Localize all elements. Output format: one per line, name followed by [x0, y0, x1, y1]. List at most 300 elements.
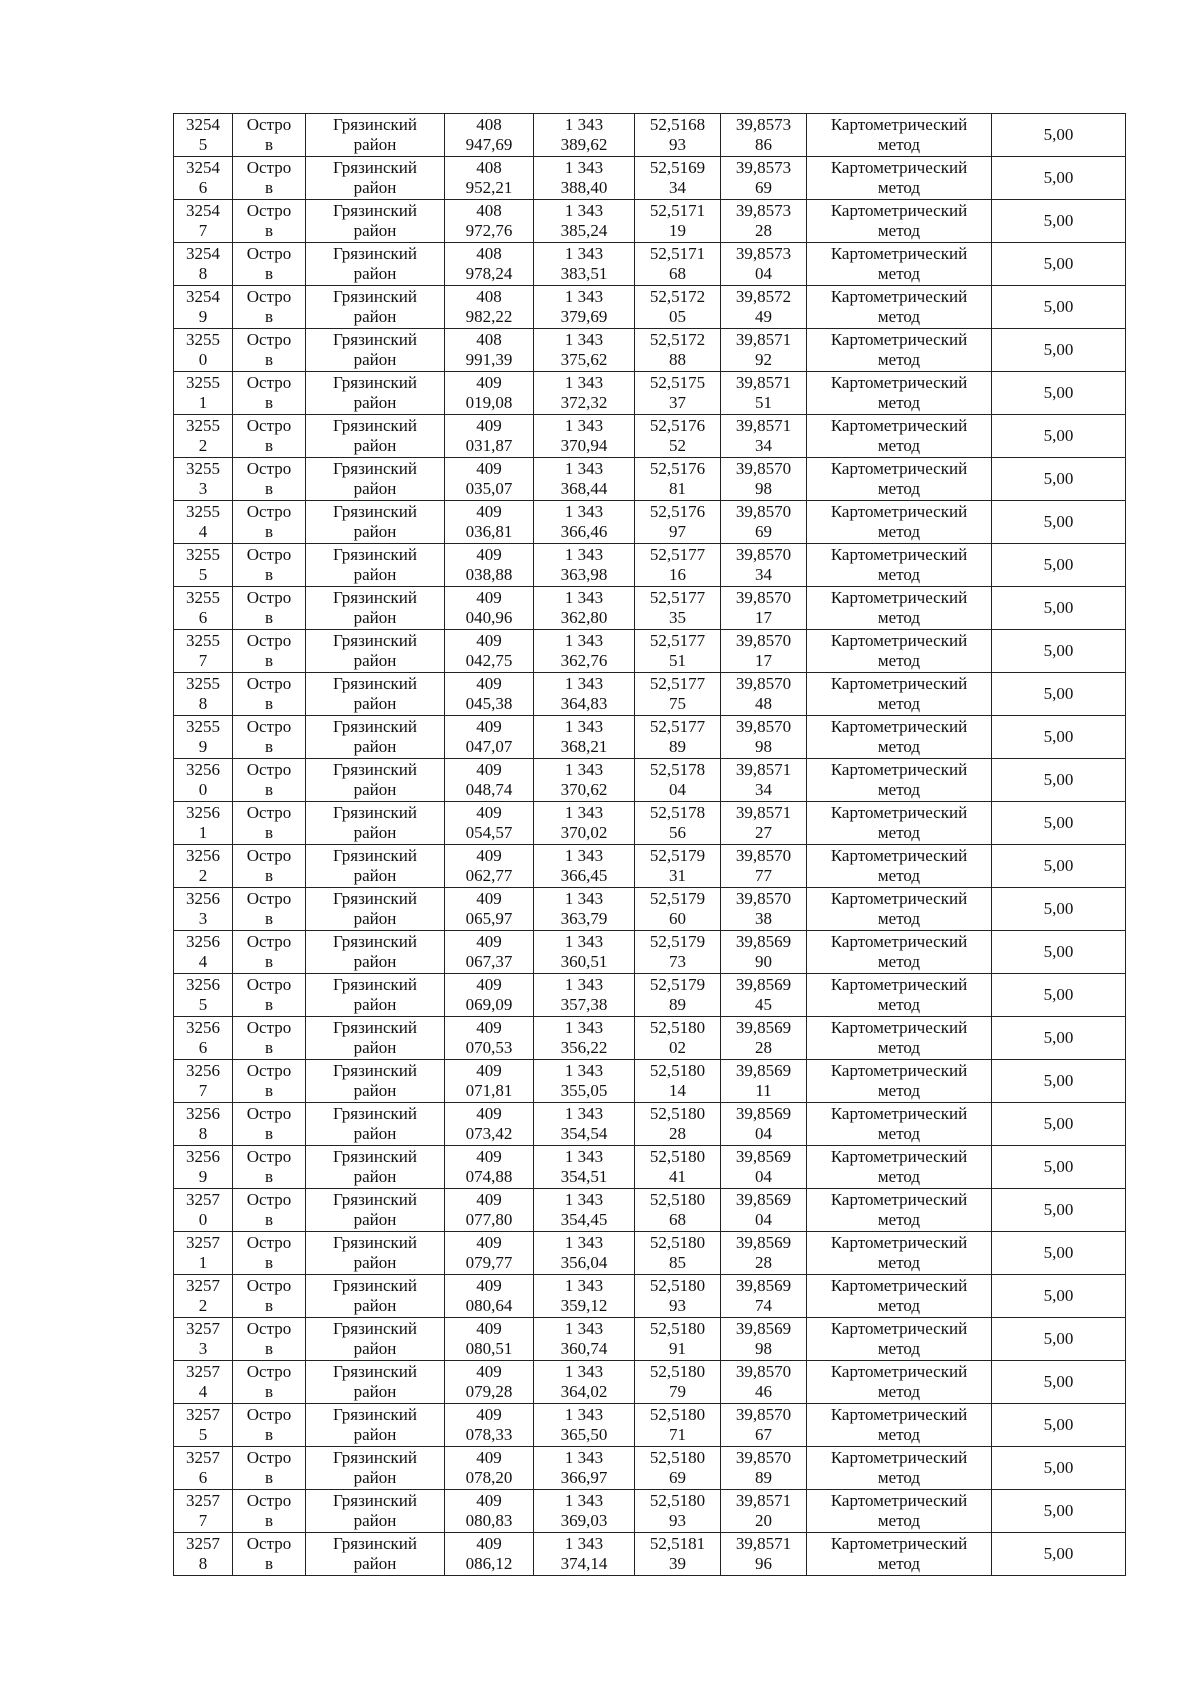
longitude-line-1: 39,8569: [735, 932, 792, 951]
object-line-2: в: [264, 350, 274, 369]
method-line-2: метод: [877, 952, 921, 971]
point-number-line-1: 3256: [186, 889, 220, 908]
longitude-line-2: 04: [755, 1124, 772, 1143]
x-coordinate-cell: [445, 1361, 534, 1404]
district-cell: [306, 974, 445, 1017]
object-line-2: в: [264, 780, 274, 799]
method-line-1: Картометрический: [830, 1018, 968, 1037]
method-line-1: Картометрический: [830, 1061, 968, 1080]
x-coordinate-cell: [445, 286, 534, 329]
point-number-line-1: 3255: [186, 545, 220, 564]
method-cell: [807, 673, 992, 716]
method-line-2: метод: [877, 436, 921, 455]
x-coordinate-cell: [445, 1404, 534, 1447]
longitude-line-2: 77: [755, 866, 772, 885]
longitude-line-1: 39,8573: [735, 158, 792, 177]
method-line-2: метод: [877, 307, 921, 326]
error-cell: 5,00: [992, 888, 1126, 931]
object-line-2: в: [264, 1468, 274, 1487]
method-line-1: Картометрический: [830, 201, 968, 220]
district-line-1: Грязинский: [333, 1405, 417, 1424]
longitude-line-2: 04: [755, 1167, 772, 1186]
longitude-line-2: 90: [755, 952, 772, 971]
y-coordinate-line-2: 362,80: [560, 608, 608, 627]
longitude-cell: [721, 157, 807, 200]
y-coordinate-cell: [534, 1103, 635, 1146]
point-number-line-1: 3254: [186, 115, 220, 134]
point-number-line-1: 3255: [186, 373, 220, 392]
x-coordinate-line-1: 409: [476, 1448, 502, 1467]
point-number-line-1: 3256: [186, 1104, 220, 1123]
object-cell: [233, 1232, 306, 1275]
longitude-line-2: 28: [755, 1038, 772, 1057]
method-line-1: Картометрический: [830, 1491, 968, 1510]
method-cell: [807, 888, 992, 931]
method-line-1: Картометрический: [830, 244, 968, 263]
y-coordinate-cell: [534, 931, 635, 974]
object-cell: [233, 1146, 306, 1189]
district-line-1: Грязинский: [333, 631, 417, 650]
y-coordinate-line-1: 1 343: [564, 588, 604, 607]
object-cell: [233, 1533, 306, 1576]
x-coordinate-cell: [445, 716, 534, 759]
y-coordinate-cell: [534, 415, 635, 458]
latitude-line-1: 52,5171: [649, 244, 706, 263]
latitude-line-1: 52,5177: [649, 631, 706, 650]
latitude-line-2: 04: [669, 780, 686, 799]
latitude-cell: [635, 1189, 721, 1232]
point-number-line-2: 6: [198, 178, 208, 197]
error-cell: 5,00: [992, 587, 1126, 630]
error-cell: 5,00: [992, 1017, 1126, 1060]
district-line-1: Грязинский: [333, 889, 417, 908]
point-number-cell: [174, 1404, 233, 1447]
method-line-2: метод: [877, 350, 921, 369]
point-number-line-1: 3255: [186, 330, 220, 349]
district-line-2: район: [353, 866, 397, 885]
x-coordinate-line-1: 409: [476, 1147, 502, 1166]
latitude-cell: [635, 888, 721, 931]
longitude-line-2: 98: [755, 1339, 772, 1358]
x-coordinate-line-2: 062,77: [465, 866, 513, 885]
x-coordinate-line-1: 408: [476, 287, 502, 306]
method-line-2: метод: [877, 1124, 921, 1143]
district-cell: [306, 888, 445, 931]
y-coordinate-cell: [534, 157, 635, 200]
method-cell: [807, 845, 992, 888]
object-line-2: в: [264, 178, 274, 197]
point-number-cell: [174, 1103, 233, 1146]
longitude-cell: [721, 1533, 807, 1576]
x-coordinate-line-2: 073,42: [465, 1124, 513, 1143]
method-line-2: метод: [877, 479, 921, 498]
error-cell: 5,00: [992, 1060, 1126, 1103]
latitude-line-1: 52,5176: [649, 416, 706, 435]
x-coordinate-line-1: 409: [476, 1104, 502, 1123]
x-coordinate-line-2: 045,38: [465, 694, 513, 713]
y-coordinate-line-1: 1 343: [564, 459, 604, 478]
method-line-1: Картометрический: [830, 631, 968, 650]
y-coordinate-line-2: 354,45: [560, 1210, 608, 1229]
latitude-line-2: 35: [669, 608, 686, 627]
point-number-line-2: 7: [198, 1511, 208, 1530]
error-cell: 5,00: [992, 200, 1126, 243]
point-number-cell: [174, 1017, 233, 1060]
table-row: [174, 630, 1126, 673]
y-coordinate-cell: [534, 587, 635, 630]
point-number-line-1: 3254: [186, 287, 220, 306]
district-cell: [306, 716, 445, 759]
y-coordinate-line-2: 354,51: [560, 1167, 608, 1186]
point-number-line-1: 3257: [186, 1233, 220, 1252]
point-number-line-2: 5: [198, 565, 208, 584]
latitude-line-2: 34: [669, 178, 686, 197]
district-line-1: Грязинский: [333, 932, 417, 951]
method-line-2: метод: [877, 909, 921, 928]
longitude-cell: [721, 759, 807, 802]
latitude-line-2: 81: [669, 479, 686, 498]
point-number-cell: [174, 888, 233, 931]
latitude-line-2: 56: [669, 823, 686, 842]
point-number-cell: [174, 200, 233, 243]
x-coordinate-line-2: 080,83: [465, 1511, 513, 1530]
longitude-line-1: 39,8571: [735, 1534, 792, 1553]
table-row: [174, 716, 1126, 759]
longitude-line-2: 48: [755, 694, 772, 713]
table-row: [174, 286, 1126, 329]
x-coordinate-line-1: 409: [476, 588, 502, 607]
x-coordinate-line-1: 409: [476, 1319, 502, 1338]
x-coordinate-line-1: 409: [476, 803, 502, 822]
table-row: [174, 1146, 1126, 1189]
district-line-2: район: [353, 995, 397, 1014]
district-line-2: район: [353, 952, 397, 971]
x-coordinate-cell: [445, 1189, 534, 1232]
point-number-line-1: 3254: [186, 201, 220, 220]
table-row: [174, 587, 1126, 630]
table-row: [174, 1060, 1126, 1103]
point-number-line-1: 3254: [186, 244, 220, 263]
district-cell: [306, 1275, 445, 1318]
object-cell: [233, 1404, 306, 1447]
x-coordinate-line-1: 409: [476, 1233, 502, 1252]
y-coordinate-cell: [534, 673, 635, 716]
y-coordinate-line-2: 364,02: [560, 1382, 608, 1401]
x-coordinate-line-2: 054,57: [465, 823, 513, 842]
district-line-1: Грязинский: [333, 1491, 417, 1510]
object-line-1: Остро: [246, 975, 292, 994]
district-line-1: Грязинский: [333, 717, 417, 736]
x-coordinate-line-1: 409: [476, 1405, 502, 1424]
latitude-line-1: 52,5177: [649, 674, 706, 693]
point-number-line-1: 3257: [186, 1362, 220, 1381]
table-row: [174, 1490, 1126, 1533]
district-line-2: район: [353, 264, 397, 283]
object-cell: [233, 1017, 306, 1060]
y-coordinate-cell: [534, 1404, 635, 1447]
latitude-line-1: 52,5176: [649, 502, 706, 521]
y-coordinate-line-1: 1 343: [564, 1491, 604, 1510]
district-cell: [306, 329, 445, 372]
point-number-line-2: 4: [198, 952, 208, 971]
longitude-line-2: 34: [755, 780, 772, 799]
latitude-cell: [635, 329, 721, 372]
y-coordinate-line-2: 389,62: [560, 135, 608, 154]
method-line-2: метод: [877, 1554, 921, 1573]
longitude-cell: [721, 415, 807, 458]
error-cell: 5,00: [992, 243, 1126, 286]
point-number-line-2: 3: [198, 909, 208, 928]
object-line-2: в: [264, 1296, 274, 1315]
district-line-2: район: [353, 1339, 397, 1358]
object-line-1: Остро: [246, 803, 292, 822]
longitude-line-1: 39,8571: [735, 760, 792, 779]
district-line-1: Грязинский: [333, 502, 417, 521]
x-coordinate-cell: [445, 630, 534, 673]
latitude-cell: [635, 114, 721, 157]
object-line-1: Остро: [246, 330, 292, 349]
point-number-line-2: 2: [198, 866, 208, 885]
x-coordinate-line-1: 409: [476, 1061, 502, 1080]
district-cell: [306, 1017, 445, 1060]
object-line-1: Остро: [246, 1448, 292, 1467]
latitude-cell: [635, 802, 721, 845]
object-line-1: Остро: [246, 631, 292, 650]
object-line-2: в: [264, 1511, 274, 1530]
latitude-cell: [635, 931, 721, 974]
district-line-1: Грязинский: [333, 459, 417, 478]
x-coordinate-line-2: 982,22: [465, 307, 513, 326]
y-coordinate-line-1: 1 343: [564, 502, 604, 521]
district-line-1: Грязинский: [333, 1018, 417, 1037]
y-coordinate-line-1: 1 343: [564, 201, 604, 220]
district-line-1: Грязинский: [333, 330, 417, 349]
point-number-line-1: 3257: [186, 1448, 220, 1467]
x-coordinate-line-2: 071,81: [465, 1081, 513, 1100]
y-coordinate-line-1: 1 343: [564, 1190, 604, 1209]
longitude-line-2: 04: [755, 264, 772, 283]
longitude-line-1: 39,8569: [735, 1061, 792, 1080]
latitude-line-2: 71: [669, 1425, 686, 1444]
table-row: [174, 802, 1126, 845]
latitude-line-1: 52,5180: [649, 1190, 706, 1209]
latitude-line-1: 52,5175: [649, 373, 706, 392]
object-line-2: в: [264, 952, 274, 971]
coordinates-table: [173, 113, 1126, 1576]
error-cell: 5,00: [992, 1490, 1126, 1533]
method-line-1: Картометрический: [830, 1147, 968, 1166]
method-cell: [807, 716, 992, 759]
object-cell: [233, 845, 306, 888]
district-line-1: Грязинский: [333, 1190, 417, 1209]
y-coordinate-cell: [534, 200, 635, 243]
longitude-cell: [721, 1103, 807, 1146]
point-number-cell: [174, 1060, 233, 1103]
method-line-1: Картометрический: [830, 1319, 968, 1338]
object-cell: [233, 157, 306, 200]
method-line-2: метод: [877, 264, 921, 283]
error-cell: 5,00: [992, 458, 1126, 501]
longitude-line-1: 39,8569: [735, 1104, 792, 1123]
district-cell: [306, 759, 445, 802]
longitude-line-1: 39,8570: [735, 889, 792, 908]
y-coordinate-line-1: 1 343: [564, 1018, 604, 1037]
point-number-line-2: 4: [198, 522, 208, 541]
district-line-2: район: [353, 1038, 397, 1057]
latitude-line-1: 52,5180: [649, 1018, 706, 1037]
district-cell: [306, 501, 445, 544]
district-line-2: район: [353, 1382, 397, 1401]
district-cell: [306, 1533, 445, 1576]
point-number-cell: [174, 544, 233, 587]
district-cell: [306, 1318, 445, 1361]
longitude-cell: [721, 845, 807, 888]
y-coordinate-cell: [534, 845, 635, 888]
table-row: [174, 1361, 1126, 1404]
district-cell: [306, 114, 445, 157]
error-cell: 5,00: [992, 1103, 1126, 1146]
object-line-1: Остро: [246, 287, 292, 306]
y-coordinate-cell: [534, 1447, 635, 1490]
latitude-line-1: 52,5180: [649, 1147, 706, 1166]
method-cell: [807, 630, 992, 673]
x-coordinate-cell: [445, 1232, 534, 1275]
object-line-2: в: [264, 995, 274, 1014]
y-coordinate-line-2: 366,97: [560, 1468, 608, 1487]
longitude-cell: [721, 544, 807, 587]
point-number-cell: [174, 716, 233, 759]
longitude-cell: [721, 200, 807, 243]
object-cell: [233, 243, 306, 286]
point-number-line-1: 3255: [186, 588, 220, 607]
district-cell: [306, 1447, 445, 1490]
point-number-line-2: 0: [198, 350, 208, 369]
object-cell: [233, 114, 306, 157]
point-number-line-1: 3257: [186, 1276, 220, 1295]
x-coordinate-line-1: 409: [476, 760, 502, 779]
error-cell: 5,00: [992, 845, 1126, 888]
x-coordinate-line-1: 409: [476, 1534, 502, 1553]
point-number-line-2: 0: [198, 1210, 208, 1229]
method-cell: [807, 1103, 992, 1146]
latitude-cell: [635, 1017, 721, 1060]
y-coordinate-line-1: 1 343: [564, 545, 604, 564]
object-line-2: в: [264, 1554, 274, 1573]
y-coordinate-line-1: 1 343: [564, 1405, 604, 1424]
latitude-line-1: 52,5172: [649, 330, 706, 349]
longitude-line-2: 17: [755, 608, 772, 627]
object-line-2: в: [264, 823, 274, 842]
method-line-1: Картометрический: [830, 459, 968, 478]
point-number-cell: [174, 802, 233, 845]
y-coordinate-line-1: 1 343: [564, 115, 604, 134]
district-line-1: Грязинский: [333, 416, 417, 435]
point-number-cell: [174, 1232, 233, 1275]
district-line-2: район: [353, 1081, 397, 1100]
object-cell: [233, 673, 306, 716]
x-coordinate-cell: [445, 200, 534, 243]
table-row: [174, 1275, 1126, 1318]
district-line-2: район: [353, 135, 397, 154]
latitude-cell: [635, 759, 721, 802]
point-number-line-1: 3256: [186, 1018, 220, 1037]
table-row: [174, 415, 1126, 458]
district-line-2: район: [353, 1296, 397, 1315]
latitude-line-1: 52,5168: [649, 115, 706, 134]
x-coordinate-cell: [445, 1318, 534, 1361]
latitude-line-2: 39: [669, 1554, 686, 1573]
district-cell: [306, 1490, 445, 1533]
y-coordinate-cell: [534, 1490, 635, 1533]
longitude-cell: [721, 931, 807, 974]
object-line-1: Остро: [246, 889, 292, 908]
error-cell: 5,00: [992, 1361, 1126, 1404]
error-cell: 5,00: [992, 1146, 1126, 1189]
longitude-line-1: 39,8573: [735, 244, 792, 263]
latitude-line-1: 52,5180: [649, 1491, 706, 1510]
y-coordinate-line-1: 1 343: [564, 330, 604, 349]
point-number-cell: [174, 1189, 233, 1232]
method-cell: [807, 759, 992, 802]
method-line-1: Картометрический: [830, 717, 968, 736]
x-coordinate-line-2: 978,24: [465, 264, 513, 283]
longitude-line-1: 39,8570: [735, 502, 792, 521]
x-coordinate-line-2: 078,33: [465, 1425, 513, 1444]
method-cell: [807, 501, 992, 544]
object-line-2: в: [264, 221, 274, 240]
table-row: [174, 1404, 1126, 1447]
point-number-line-1: 3254: [186, 158, 220, 177]
longitude-line-1: 39,8570: [735, 846, 792, 865]
object-cell: [233, 888, 306, 931]
latitude-cell: [635, 1447, 721, 1490]
method-cell: [807, 200, 992, 243]
object-line-1: Остро: [246, 932, 292, 951]
latitude-line-2: 85: [669, 1253, 686, 1272]
x-coordinate-cell: [445, 415, 534, 458]
longitude-line-1: 39,8572: [735, 287, 792, 306]
y-coordinate-cell: [534, 802, 635, 845]
y-coordinate-line-1: 1 343: [564, 1534, 604, 1553]
object-line-1: Остро: [246, 717, 292, 736]
x-coordinate-cell: [445, 759, 534, 802]
district-line-1: Грязинский: [333, 1104, 417, 1123]
method-cell: [807, 458, 992, 501]
district-line-1: Грязинский: [333, 1362, 417, 1381]
method-line-2: метод: [877, 823, 921, 842]
longitude-line-1: 39,8570: [735, 1362, 792, 1381]
method-line-1: Картометрический: [830, 287, 968, 306]
point-number-line-2: 1: [198, 823, 208, 842]
latitude-line-1: 52,5180: [649, 1362, 706, 1381]
point-number-line-2: 8: [198, 1124, 208, 1143]
method-line-2: метод: [877, 1382, 921, 1401]
district-line-1: Грязинский: [333, 1534, 417, 1553]
latitude-cell: [635, 1318, 721, 1361]
point-number-line-2: 5: [198, 135, 208, 154]
y-coordinate-line-1: 1 343: [564, 158, 604, 177]
latitude-line-2: 79: [669, 1382, 686, 1401]
x-coordinate-line-2: 048,74: [465, 780, 513, 799]
x-coordinate-line-2: 086,12: [465, 1554, 513, 1573]
x-coordinate-cell: [445, 1490, 534, 1533]
object-line-2: в: [264, 1081, 274, 1100]
y-coordinate-line-2: 370,62: [560, 780, 608, 799]
x-coordinate-line-2: 080,51: [465, 1339, 513, 1358]
method-line-2: метод: [877, 780, 921, 799]
y-coordinate-line-2: 374,14: [560, 1554, 608, 1573]
object-line-1: Остро: [246, 115, 292, 134]
